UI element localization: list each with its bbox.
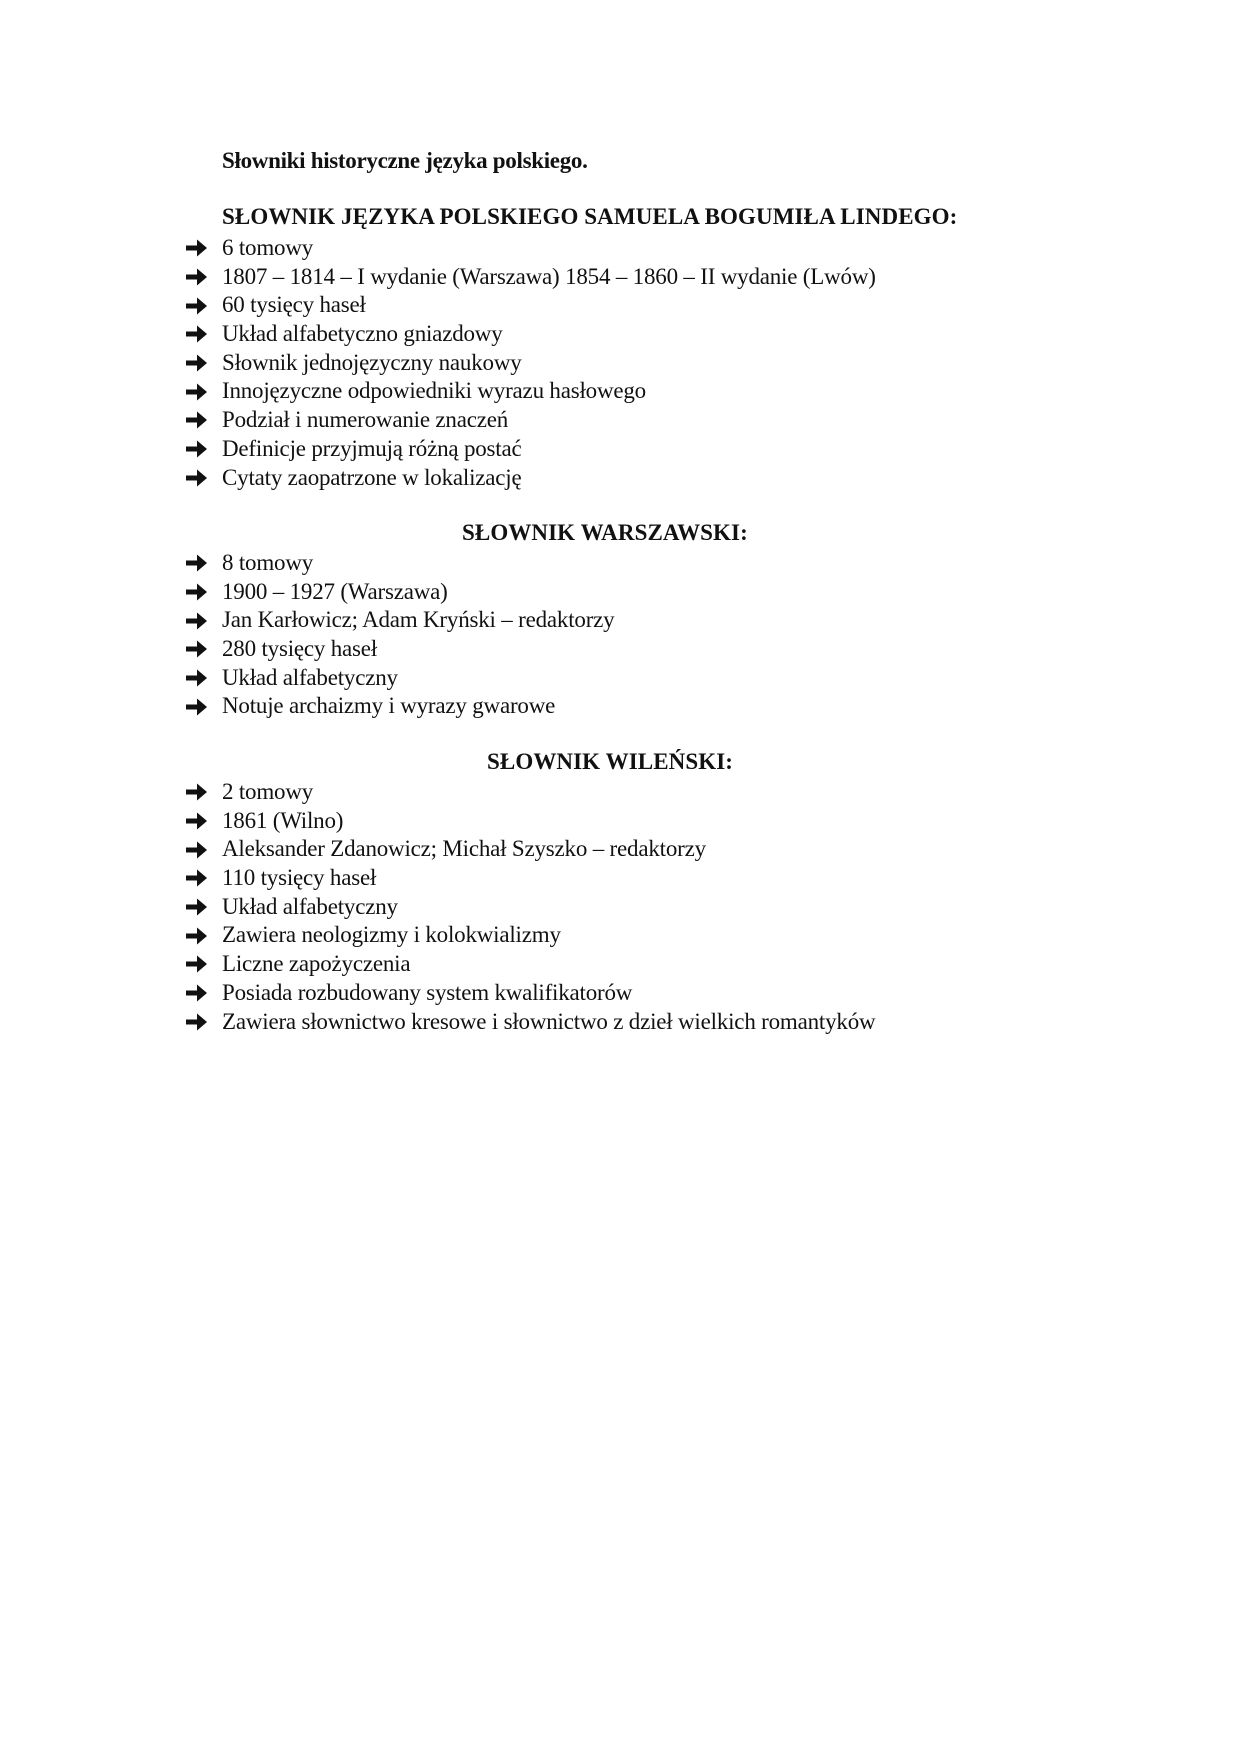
arrow-right-icon bbox=[186, 782, 208, 802]
section-heading-wilenski: SŁOWNIK WILEŃSKI: bbox=[487, 749, 734, 774]
list-item: 8 tomowy bbox=[186, 549, 614, 578]
arrow-right-icon bbox=[186, 353, 208, 373]
list-item: 2 tomowy bbox=[186, 778, 875, 807]
list-item: 280 tysięcy haseł bbox=[186, 635, 614, 664]
arrow-right-icon bbox=[186, 267, 208, 287]
arrow-right-icon bbox=[186, 868, 208, 888]
list-item: Jan Karłowicz; Adam Kryński – redaktorzy bbox=[186, 606, 614, 635]
list-item: Układ alfabetyczny bbox=[186, 893, 875, 922]
list-item: 1807 – 1814 – I wydanie (Warszawa) 1854 – 1860 – II wydanie (Lwów) bbox=[186, 263, 876, 292]
list-item: Posiada rozbudowany system kwalifikatorów bbox=[186, 979, 875, 1008]
list-item: 6 tomowy bbox=[186, 234, 876, 263]
section-list-wilenski bbox=[186, 778, 875, 1036]
arrow-right-icon bbox=[186, 324, 208, 344]
arrow-right-icon bbox=[186, 697, 208, 717]
list-item: Cytaty zaopatrzone w lokalizację bbox=[186, 464, 876, 493]
arrow-right-icon bbox=[186, 468, 208, 488]
list-item: 1900 – 1927 (Warszawa) bbox=[186, 578, 614, 607]
arrow-right-icon bbox=[186, 410, 208, 430]
document-title: Słowniki historyczne języka polskiego. bbox=[222, 148, 588, 173]
list-item: Słownik jednojęzyczny naukowy bbox=[186, 349, 876, 378]
list-item: Liczne zapożyczenia bbox=[186, 950, 875, 979]
section-heading-warszawski: SŁOWNIK WARSZAWSKI: bbox=[462, 520, 748, 545]
arrow-right-icon bbox=[186, 668, 208, 688]
arrow-right-icon bbox=[186, 1012, 208, 1032]
list-item: Układ alfabetyczno gniazdowy bbox=[186, 320, 876, 349]
list-item: 1861 (Wilno) bbox=[186, 807, 875, 836]
arrow-right-icon bbox=[186, 439, 208, 459]
arrow-right-icon bbox=[186, 926, 208, 946]
list-item: Układ alfabetyczny bbox=[186, 664, 614, 693]
arrow-right-icon bbox=[186, 582, 208, 602]
arrow-right-icon bbox=[186, 954, 208, 974]
arrow-right-icon bbox=[186, 897, 208, 917]
arrow-right-icon bbox=[186, 639, 208, 659]
arrow-right-icon bbox=[186, 983, 208, 1003]
list-item: Notuje archaizmy i wyrazy gwarowe bbox=[186, 692, 614, 721]
arrow-right-icon bbox=[186, 840, 208, 860]
list-item: Podział i numerowanie znaczeń bbox=[186, 406, 876, 435]
list-item: Definicje przyjmują różną postać bbox=[186, 435, 876, 464]
section-list-warszawski bbox=[186, 549, 614, 721]
list-item: 110 tysięcy haseł bbox=[186, 864, 875, 893]
list-item: 60 tysięcy haseł bbox=[186, 291, 876, 320]
arrow-right-icon bbox=[186, 611, 208, 631]
arrow-right-icon bbox=[186, 382, 208, 402]
list-item: Aleksander Zdanowicz; Michał Szyszko – redaktorzy bbox=[186, 835, 875, 864]
section-heading-linde: SŁOWNIK JĘZYKA POLSKIEGO SAMUELA BOGUMIŁA LINDEGO: bbox=[222, 204, 958, 229]
list-item: Zawiera słownictwo kresowe i słownictwo z dzieł wielkich romantyków bbox=[186, 1008, 875, 1037]
arrow-right-icon bbox=[186, 811, 208, 831]
section-list-linde bbox=[186, 234, 876, 492]
list-item: Innojęzyczne odpowiedniki wyrazu hasłowego bbox=[186, 377, 876, 406]
arrow-right-icon bbox=[186, 296, 208, 316]
list-item: Zawiera neologizmy i kolokwializmy bbox=[186, 921, 875, 950]
arrow-right-icon bbox=[186, 238, 208, 258]
arrow-right-icon bbox=[186, 553, 208, 573]
